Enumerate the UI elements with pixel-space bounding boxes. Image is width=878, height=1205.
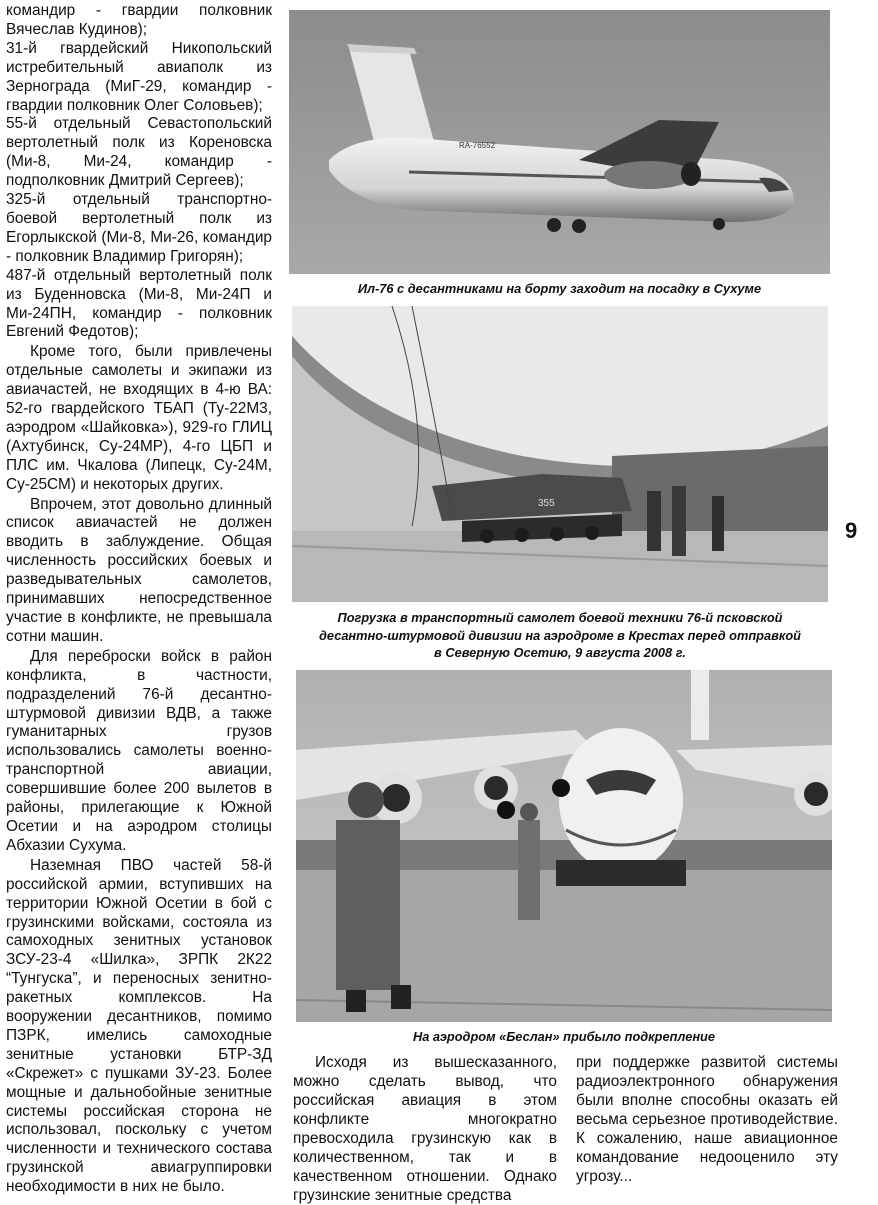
vehicle-number: 355 — [538, 498, 555, 509]
photo-loading-armor — [292, 306, 828, 602]
paragraph: Наземная ПВО частей 58-й российской армии, вступивших на территории Южной Осетии в бой с грузинскими войсками, состояла из самоходных зенитных установок ЗСУ-23-4 «Шилка», ЗРПК 2К22 “Тунгуска”, и переносных зенитно-ракетных комплексов. На вооружении десантников, помимо ПЗРК, имелись самоходные зенитные установки БТР-ЗД «Скрежет» с пушками ЗУ-23. Более мощные и дальнобойные зенитные системы российская сторона не использовал, поскольку с учетом численности и технического состава грузинской авиагруппировки необходимости в них не было. — [6, 856, 272, 1196]
paragraph: 31-й гвардейский Никопольский истребительный авиаполк из Зернограда (МиГ-29, командир - гвардии полковник Олег Соловьев); — [6, 39, 272, 114]
bottom-right-column — [576, 1053, 838, 1186]
paragraph: Впрочем, этот довольно длинный список авиачастей не должен вводить в заблуждение. Общая численность российских боевых и разведывательных самолетов, принимавших непосредственное участие в конфликте, не превышала сотни машин. — [6, 495, 272, 645]
paragraph: Для переброски войск в район конфликта, в частности, подразделений 76-й десантно-штурмовой дивизии ВДВ, а также гуманитарных грузов использовались самолеты военно-транспортной авиации, совершившие более 200 вылетов в районы, прилегающие к Южной Осетии и на аэродром столицы Абхазии Сухума. — [6, 647, 272, 854]
caption-line: в Северную Осетию, 9 августа 2008 г. — [434, 645, 686, 660]
caption-photo1 — [289, 280, 830, 298]
caption-photo2 — [292, 609, 828, 662]
caption-photo3 — [296, 1028, 832, 1046]
caption-text: На аэродром «Беслан» прибыло подкрепление — [413, 1029, 715, 1044]
caption-line: десантно-штурмовой дивизии на аэродроме в Крестах перед отправкой — [319, 627, 801, 643]
left-text-column — [6, 2, 272, 1197]
paragraph: Кроме того, были привлечены отдельные самолеты и экипажи из авиачастей, не входящих в 4-ю ВА: 52-го гвардейского ТБАП (Ту-22М3, аэродром «Шайковка»), 929-го ГЛИЦ (Ахтубинск, Су-24МР), 4-го ЦБП и ПЛС им. Чкалова (Липецк, Су-24М, Су-25СМ) и некоторых других. — [6, 343, 272, 493]
aircraft-registration: RA-76552 — [459, 141, 496, 150]
paragraph: Исходя из вышесказанного, можно сделать вывод, что российская авиация в этом конфликте многократно превосходила грузинскую как в количественном, так и в качественном отношении. Однако грузинские зенитные средства — [293, 1054, 557, 1204]
page-number: 9 — [845, 518, 858, 543]
photo-il76-approach — [289, 10, 830, 274]
paragraph: командир - гвардии полковник Вячеслав Кудинов); — [6, 2, 272, 38]
paragraph: 325-й отдельный транспортно-боевой вертолетный полк из Егорлыкской (Ми-8, Ми-26, командир - полковник Владимир Григорян); — [6, 191, 272, 265]
paragraph: 487-й отдельный вертолетный полк из Буденновска (Ми-8, Ми-24П и Ми-24ПН, командир - полковник Евгений Федотов); — [6, 266, 272, 341]
caption-text: Ил-76 с десантниками на борту заходит на посадку в Сухуме — [357, 281, 762, 296]
caption-line: Погрузка в транспортный самолет боевой техники 76-й псковской — [337, 610, 783, 625]
bottom-middle-column — [293, 1053, 557, 1205]
photo-beslan-arrival — [296, 670, 832, 1022]
paragraph: при поддержке развитой системы радиоэлектронного обнаружения были вполне способны оказать ей весьма серьезное противодействие. К сожалению, наше авиационное командование недооценило эту угрозу... — [576, 1054, 838, 1185]
paragraph: 55-й отдельный Севастопольский вертолетный полк из Кореновска (Ми-8, Ми-24, командир - подполковник Дмитрий Сергеев); — [6, 115, 272, 190]
